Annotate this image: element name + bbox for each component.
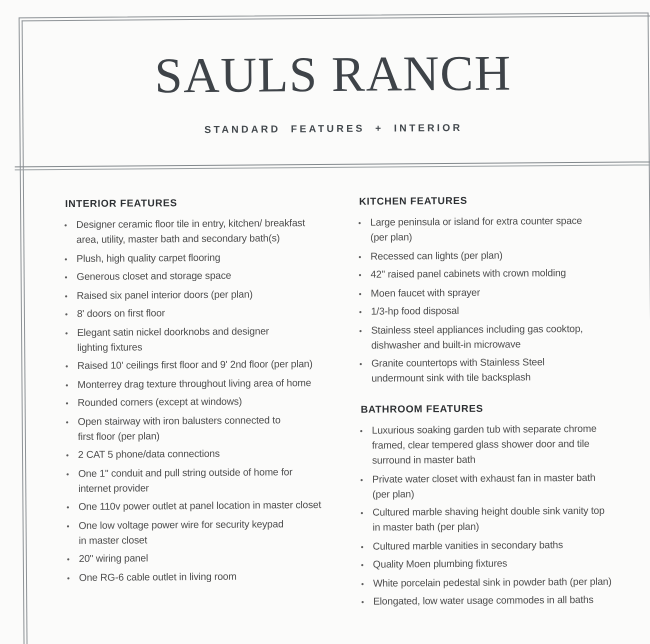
list-item — [358, 265, 650, 282]
feature-section-bathroom-features — [359, 401, 650, 609]
item-text: Elongated, low water usage commodes in all baths — [373, 594, 594, 608]
item-text: 20" wiring panel — [78, 553, 149, 565]
bullet-icon: • — [65, 380, 69, 390]
item-text: Generous closet and storage space — [76, 270, 232, 283]
list-item — [358, 321, 650, 353]
bullet-icon: • — [66, 451, 69, 461]
item-text: Cultured marble shaving height double sink vanity top in master bath (per plan) — [372, 505, 605, 534]
bullet-icon: • — [358, 289, 362, 299]
bullet-icon: • — [359, 359, 363, 369]
list-item — [359, 503, 650, 535]
section-heading: KITCHEN FEATURES — [359, 195, 468, 208]
list-item — [360, 592, 650, 609]
item-text: Elegant satin nickel doorknobs and designer lighting fixtures — [77, 325, 270, 354]
item-text: Luxurious soaking garden tub with separate chrome framed, clear tempered glass shower door and tile surround in master bath — [371, 423, 597, 467]
bullet-icon: • — [66, 573, 70, 583]
feature-list — [357, 213, 650, 386]
list-item — [64, 375, 354, 392]
list-item — [64, 268, 354, 285]
list-item — [64, 357, 354, 374]
bullet-icon: • — [359, 326, 362, 336]
item-text: One low voltage power wire for security keypad in master closet — [78, 518, 284, 547]
item-text: Raised six panel interior doors (per plan) — [76, 289, 253, 302]
item-text: Open stairway with iron balusters connected to first floor (per plan) — [77, 414, 281, 443]
feature-list — [63, 216, 356, 586]
bullet-icon: • — [64, 291, 68, 301]
bullet-icon: • — [65, 417, 69, 427]
feature-section-interior-features — [63, 196, 356, 586]
item-text: Plush, high quality carpet flooring — [76, 252, 221, 265]
bullet-icon: • — [64, 254, 68, 264]
bullet-icon: • — [359, 426, 363, 436]
list-item — [357, 247, 650, 264]
item-text: Raised 10' ceilings first floor and 9' 2nd floor (per plan) — [77, 359, 313, 372]
list-item — [66, 568, 356, 585]
bullet-icon: • — [360, 560, 364, 570]
item-text: Cultured marble vanities in secondary baths — [372, 539, 564, 553]
item-text: One RG-6 cable outlet in living room — [78, 571, 237, 584]
list-item — [66, 550, 356, 567]
item-text: Large peninsula or island for extra counter space (per plan) — [370, 215, 583, 244]
list-item — [65, 446, 355, 463]
bullet-icon: • — [64, 310, 68, 320]
item-text: Quality Moen plumbing fixtures — [372, 558, 508, 571]
section-heading: INTERIOR FEATURES — [65, 198, 178, 211]
bullet-icon: • — [361, 579, 364, 589]
list-item — [65, 498, 355, 515]
list-item — [65, 464, 355, 496]
list-item — [360, 574, 650, 591]
bullet-icon: • — [66, 555, 70, 565]
list-item — [359, 470, 650, 502]
list-item — [63, 216, 353, 248]
item-text: Granite countertops with Stainless Steel undermount sink with tile backsplash — [371, 357, 545, 385]
item-text: Stainless steel appliances including gas cooktop, dishwasher and built-in microwave — [371, 323, 584, 352]
list-item — [358, 302, 650, 319]
bullet-icon: • — [66, 521, 70, 531]
list-item — [64, 305, 354, 322]
bullet-icon: • — [66, 503, 70, 513]
item-text: Rounded corners (except at windows) — [77, 396, 243, 409]
bullet-icon: • — [358, 270, 362, 280]
bullet-icon: • — [66, 469, 70, 479]
list-item — [65, 394, 355, 411]
list-item — [66, 516, 356, 548]
item-text: 8' doors on first floor — [76, 308, 165, 320]
page-title: SAULS RANCH — [154, 44, 512, 104]
list-item — [360, 555, 650, 572]
features-columns — [63, 187, 650, 644]
item-text: Moen faucet with sprayer — [370, 287, 481, 300]
bullet-icon: • — [360, 475, 364, 485]
bullet-icon: • — [64, 221, 68, 231]
bullet-icon: • — [358, 218, 362, 228]
list-item — [65, 412, 355, 444]
bullet-icon: • — [65, 399, 69, 409]
item-text: 42" raised panel cabinets with crown molding — [370, 268, 567, 281]
bullet-icon: • — [65, 328, 68, 338]
item-text: One 110v power outlet at panel location in master closet — [78, 500, 322, 513]
bullet-icon: • — [64, 273, 68, 283]
item-text: 2 CAT 5 phone/data connections — [77, 448, 220, 461]
item-text: Recessed can lights (per plan) — [370, 250, 503, 263]
item-text: One 1" conduit and pull string outside of home for internet provider — [78, 466, 293, 495]
bullet-icon: • — [361, 597, 365, 607]
bullet-icon: • — [360, 542, 364, 552]
feature-section-kitchen-features — [357, 193, 650, 386]
list-item — [360, 537, 650, 554]
list-item — [358, 284, 650, 301]
item-text: Private water closet with exhaust fan in master bath (per plan) — [372, 472, 596, 501]
bullet-icon: • — [360, 508, 364, 518]
bullet-icon: • — [358, 252, 362, 262]
list-item — [63, 249, 353, 266]
list-item — [359, 421, 650, 468]
list-item — [64, 286, 354, 303]
item-text: Monterrey drag texture throughout living area of home — [77, 377, 312, 391]
features-column-left — [63, 190, 356, 589]
list-item — [358, 354, 650, 386]
feature-list — [359, 421, 650, 609]
bullet-icon: • — [358, 307, 362, 317]
list-item — [357, 213, 650, 245]
item-text: White porcelain pedestal sink in powder bath (per plan) — [373, 576, 612, 590]
item-text: 1/3-hp food disposal — [370, 305, 460, 318]
page-subtitle: STANDARD FEATURES + INTERIOR — [204, 122, 463, 136]
list-item — [64, 323, 354, 355]
section-heading: BATHROOM FEATURES — [360, 403, 484, 416]
item-text: Designer ceramic floor tile in entry, kitchen/ breakfast area, utility, master bath and secondary bath(s) — [76, 218, 306, 246]
bullet-icon: • — [65, 362, 69, 372]
features-column-right — [357, 187, 650, 613]
